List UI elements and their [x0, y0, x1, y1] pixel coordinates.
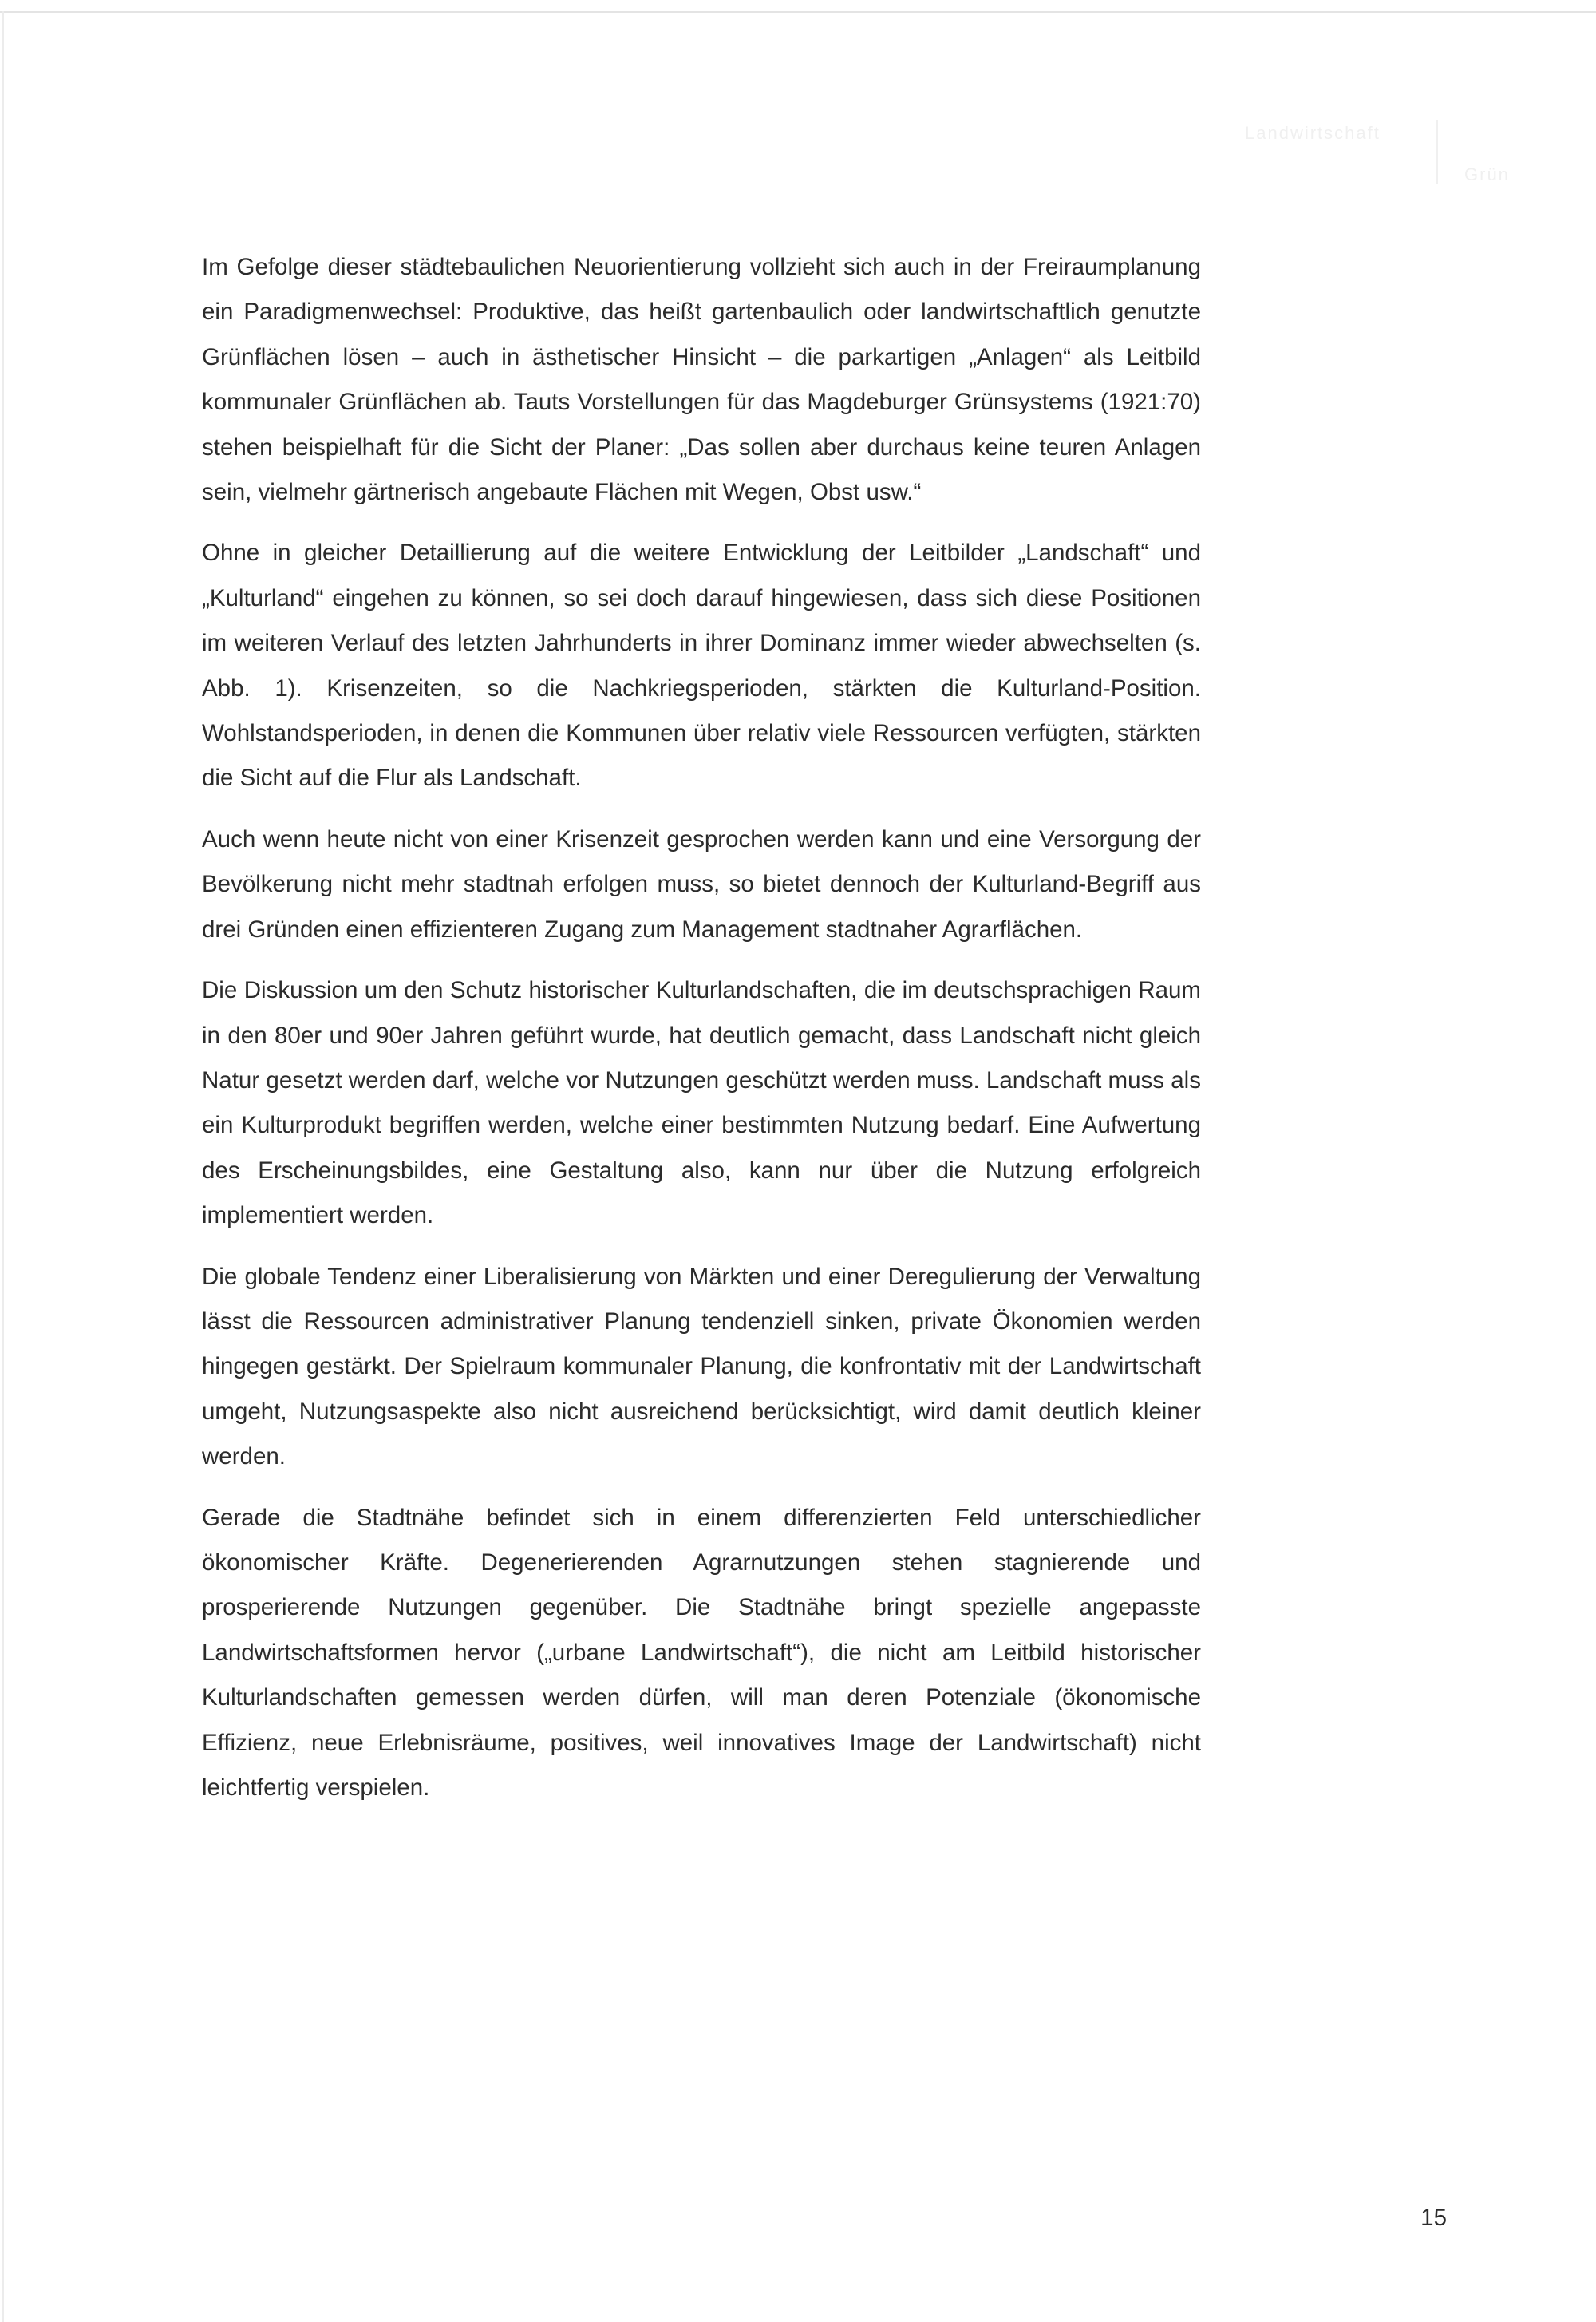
page-number: 15 — [1420, 2205, 1447, 2231]
scan-left-edge — [2, 11, 4, 2322]
paragraph: Gerade die Stadtnähe befindet sich in einem differenzierten Feld unterschiedlicher ökonomischer Kräfte. Degenerierenden Agrarnutzungen stehen stagnierende und prosperierende Nutzungen gegenüber. Die Stadtnähe bringt spezielle angepasste Landwirtschaftsformen hervor („urbane Landwirtschaft“), die nicht am Leitbild historischer Kulturlandschaften gemessen werden dürfen, will man deren Potenziale (ökonomische Effizienz, neue Erlebnisräume, positives, weil innovatives Image der Landwirtschaft) nicht leichtfertig verspielen. — [202, 1504, 1201, 1801]
faint-header-mark — [1245, 120, 1564, 184]
faint-header-mark-top: Landwirtschaft — [1245, 123, 1381, 143]
paragraph: Auch wenn heute nicht von einer Krisenzeit gesprochen werden kann und eine Versorgung der Bevölkerung nicht mehr stadtnah erfolgen muss, so bietet dennoch der Kulturland-Begriff aus drei Gründen einen effizienteren Zugang zum Management stadtnaher Agrarflächen. — [202, 825, 1201, 943]
faint-header-mark-bottom: Grün — [1464, 164, 1510, 184]
faint-header-rule — [1436, 120, 1438, 184]
paragraph: Die Diskussion um den Schutz historischer Kulturlandschaften, die im deutschsprachigen Raum in den 80er und 90er Jahren geführt wurde, hat deutlich gemacht, dass Landschaft nicht gleich Natur gesetzt werden darf, welche vor Nutzungen geschützt werden muss. Landschaft muss als ein Kulturprodukt begriffen werden, welche einer bestimmten Nutzung bedarf. Eine Aufwertung des Erscheinungsbildes, eine Gestaltung also, kann nur über die Nutzung erfolgreich implementiert werden. — [202, 977, 1201, 1229]
paragraph: Im Gefolge dieser städtebaulichen Neuorientierung vollzieht sich auch in der Freiraumplanung ein Paradigmenwechsel: Produktive, das heißt gartenbaulich oder landwirtschaftlich genutzte Grünflächen lösen – auch in ästhetischer Hinsicht – die parkartigen „Anlagen“ als Leitbild kommunaler Grünflächen ab. Tauts Vorstellungen für das Magdeburger Grünsystems (1921:70) stehen beispielhaft für die Sicht der Planer: „Das sollen aber durchaus keine teuren Anlagen sein, vielmehr gärtnerisch angebaute Flächen mit Wegen, Obst usw.“ — [202, 254, 1201, 506]
paragraph: Die globale Tendenz einer Liberalisierung von Märkten und einer Deregulierung der Verwaltung lässt die Ressourcen administrativer Planung tendenziell sinken, private Ökonomien werden hingegen gestärkt. Der Spielraum kommunaler Planung, die konfrontativ mit der Landwirtschaft umgeht, Nutzungsaspekte also nicht ausreichend berücksichtigt, wird damit deutlich kleiner werden. — [202, 1263, 1201, 1470]
body-text — [202, 245, 1201, 1826]
paragraph: Ohne in gleicher Detaillierung auf die weitere Entwicklung der Leitbilder „Landschaft“ und „Kulturland“ eingehen zu können, so sei doch darauf hingewiesen, dass sich diese Positionen im weiteren Verlauf des letzten Jahrhunderts in ihrer Dominanz immer wieder abwechselten (s. Abb. 1). Krisenzeiten, so die Nachkriegsperioden, stärkten die Kulturland-Position. Wohlstandsperioden, in denen die Kommunen über relativ viele Ressourcen verfügten, stärkten die Sicht auf die Flur als Landschaft. — [202, 540, 1201, 792]
scan-top-edge — [0, 11, 1596, 13]
